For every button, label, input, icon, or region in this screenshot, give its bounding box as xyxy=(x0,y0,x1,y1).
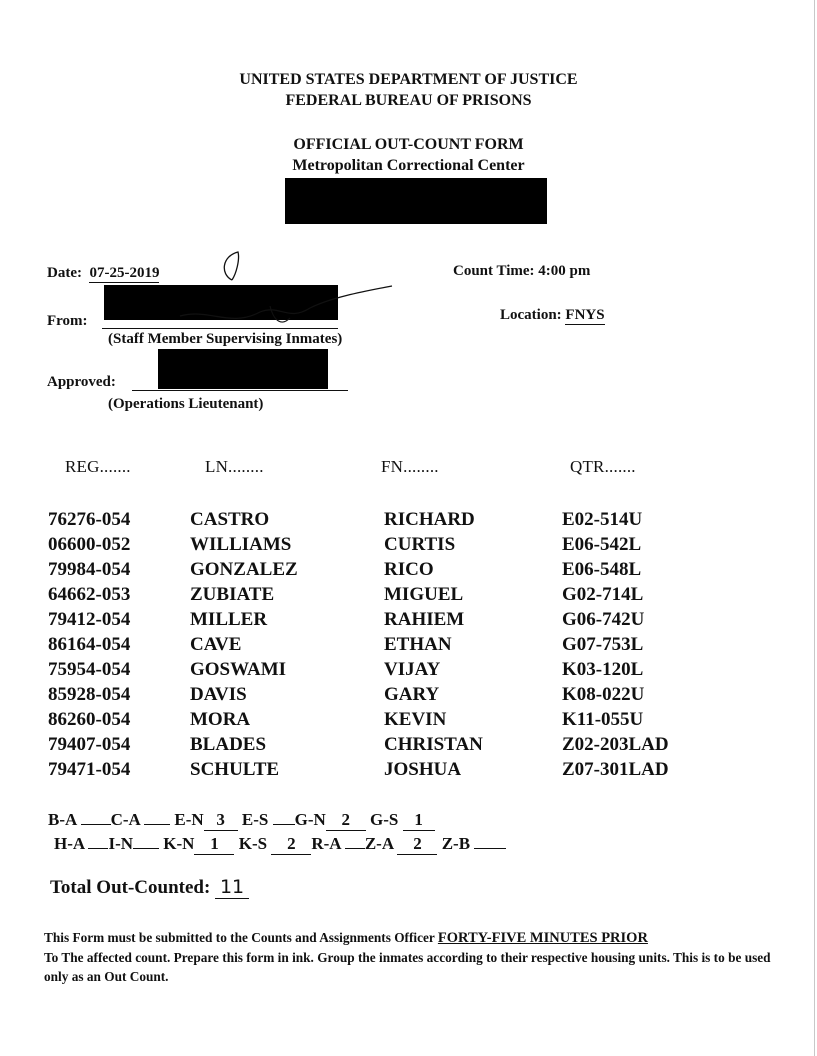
cell-quarters: G02-714L xyxy=(562,584,644,605)
cell-reg: 86260-054 xyxy=(48,709,131,730)
unit-count: 1 xyxy=(194,834,234,855)
cell-last-name: MORA xyxy=(190,709,251,730)
deadline-emphasis: FORTY-FIVE MINUTES PRIOR xyxy=(437,930,648,946)
cell-last-name: DAVIS xyxy=(190,684,247,705)
cell-first-name: RICHARD xyxy=(384,509,475,530)
approved-caption: (Operations Lieutenant) xyxy=(108,396,264,412)
unit-count: 2 xyxy=(397,834,437,855)
cell-last-name: GONZALEZ xyxy=(190,559,298,580)
cell-first-name: RAHIEM xyxy=(384,609,465,630)
cell-reg: 85928-054 xyxy=(48,684,131,705)
cell-quarters: E02-514U xyxy=(562,509,643,530)
unit-count xyxy=(273,824,295,825)
unit-tally-row-1 xyxy=(48,810,435,831)
cell-reg: 75954-054 xyxy=(48,659,131,680)
cell-last-name: ZUBIATE xyxy=(190,584,275,605)
cell-first-name: MIGUEL xyxy=(384,584,464,605)
cell-last-name: CAVE xyxy=(190,634,242,655)
table-row xyxy=(0,559,817,584)
facility-name: Metropolitan Correctional Center xyxy=(292,157,525,174)
table-row xyxy=(0,609,817,634)
from-label: From: xyxy=(47,313,88,329)
unit-label: G-S xyxy=(370,810,399,829)
redaction-block-approved xyxy=(158,349,328,389)
unit-label: Z-A xyxy=(364,834,394,853)
table-row xyxy=(0,659,817,684)
cell-last-name: CASTRO xyxy=(190,509,270,530)
cell-quarters: G06-742U xyxy=(562,609,645,630)
submission-instructions: This Form must be submitted to the Counts and Assignments Officer FORTY-FIVE MINUTES PRIOR To The affected count. Prepare this form in ink. Group the inmates according to their respective housing units. This is to be used only as an Out Count. xyxy=(44,930,771,984)
table-row xyxy=(0,734,817,759)
unit-count: 2 xyxy=(271,834,311,855)
unit-label: Z-B xyxy=(441,834,471,853)
unit-count xyxy=(88,848,108,849)
cell-first-name: VIJAY xyxy=(384,659,441,680)
unit-count xyxy=(345,848,365,849)
handwritten-signature xyxy=(170,278,400,338)
total-out-counted xyxy=(50,876,249,899)
unit-label: E-N xyxy=(174,810,204,829)
cell-last-name: GOSWAMI xyxy=(190,659,287,680)
bureau-title: FEDERAL BUREAU OF PRISONS xyxy=(285,92,532,109)
total-label: Total Out-Counted: xyxy=(50,877,211,898)
cell-first-name: CURTIS xyxy=(384,534,456,555)
cell-last-name: SCHULTE xyxy=(190,759,280,780)
table-row xyxy=(0,509,817,534)
cell-first-name: ETHAN xyxy=(384,634,452,655)
table-row xyxy=(0,584,817,609)
column-header-ln: LN........ xyxy=(205,457,264,476)
cell-last-name: BLADES xyxy=(190,734,267,755)
unit-count xyxy=(144,824,170,825)
from-caption: (Staff Member Supervising Inmates) xyxy=(108,331,343,347)
unit-count: 3 xyxy=(204,810,238,831)
unit-count xyxy=(133,848,159,849)
unit-count xyxy=(81,824,111,825)
location-value: FNYS xyxy=(565,307,605,323)
cell-quarters: K08-022U xyxy=(562,684,645,705)
cell-last-name: MILLER xyxy=(190,609,268,630)
count-time-field: Count Time: 4:00 pm xyxy=(453,263,591,279)
unit-label: H-A xyxy=(54,834,85,853)
cell-reg: 64662-053 xyxy=(48,584,131,605)
cell-reg: 79984-054 xyxy=(48,559,131,580)
unit-label: E-S xyxy=(241,810,269,829)
date-value: 07-25-2019 xyxy=(89,265,160,281)
column-header-qtr: QTR....... xyxy=(570,457,636,476)
cell-quarters: G07-753L xyxy=(562,634,644,655)
total-value: 11 xyxy=(215,876,249,899)
table-row xyxy=(0,634,817,659)
redaction-block-header xyxy=(285,178,547,224)
unit-count: 1 xyxy=(403,810,435,831)
unit-label: K-N xyxy=(163,834,195,853)
unit-tally-row-2 xyxy=(54,834,506,855)
cell-reg: 76276-054 xyxy=(48,509,131,530)
unit-count: 2 xyxy=(326,810,366,831)
cell-last-name: WILLIAMS xyxy=(190,534,292,555)
column-header-reg: REG....... xyxy=(65,457,131,476)
unit-label: I-N xyxy=(108,834,134,853)
cell-reg: 86164-054 xyxy=(48,634,131,655)
cell-first-name: CHRISTAN xyxy=(384,734,483,755)
date-field: Date: 07-25-2019 xyxy=(47,265,160,281)
table-row xyxy=(0,709,817,734)
cell-quarters: Z02-203LAD xyxy=(562,734,669,755)
cell-reg: 06600-052 xyxy=(48,534,131,555)
unit-count xyxy=(474,848,506,849)
cell-first-name: KEVIN xyxy=(384,709,447,730)
department-title: UNITED STATES DEPARTMENT OF JUSTICE xyxy=(239,71,578,88)
cell-first-name: JOSHUA xyxy=(384,759,462,780)
cell-reg: 79407-054 xyxy=(48,734,131,755)
unit-label: C-A xyxy=(110,810,140,829)
unit-label: K-S xyxy=(238,834,268,853)
table-row xyxy=(0,684,817,709)
cell-quarters: E06-542L xyxy=(562,534,642,555)
approved-signature-line xyxy=(132,390,348,391)
approved-label: Approved: xyxy=(47,374,116,390)
column-header-fn: FN........ xyxy=(381,457,439,476)
cell-quarters: E06-548L xyxy=(562,559,642,580)
cell-first-name: GARY xyxy=(384,684,440,705)
cell-first-name: RICO xyxy=(384,559,434,580)
count-time-value: 4:00 pm xyxy=(538,263,591,279)
form-title: OFFICIAL OUT-COUNT FORM xyxy=(293,136,524,153)
location-field: Location: FNYS xyxy=(500,307,605,323)
unit-label: G-N xyxy=(294,810,326,829)
cell-reg: 79412-054 xyxy=(48,609,131,630)
unit-label: R-A xyxy=(311,834,341,853)
cell-reg: 79471-054 xyxy=(48,759,131,780)
cell-quarters: Z07-301LAD xyxy=(562,759,669,780)
cell-quarters: K03-120L xyxy=(562,659,644,680)
unit-label: B-A xyxy=(48,810,77,829)
table-row xyxy=(0,534,817,559)
table-row xyxy=(0,759,817,784)
cell-quarters: K11-055U xyxy=(562,709,644,730)
